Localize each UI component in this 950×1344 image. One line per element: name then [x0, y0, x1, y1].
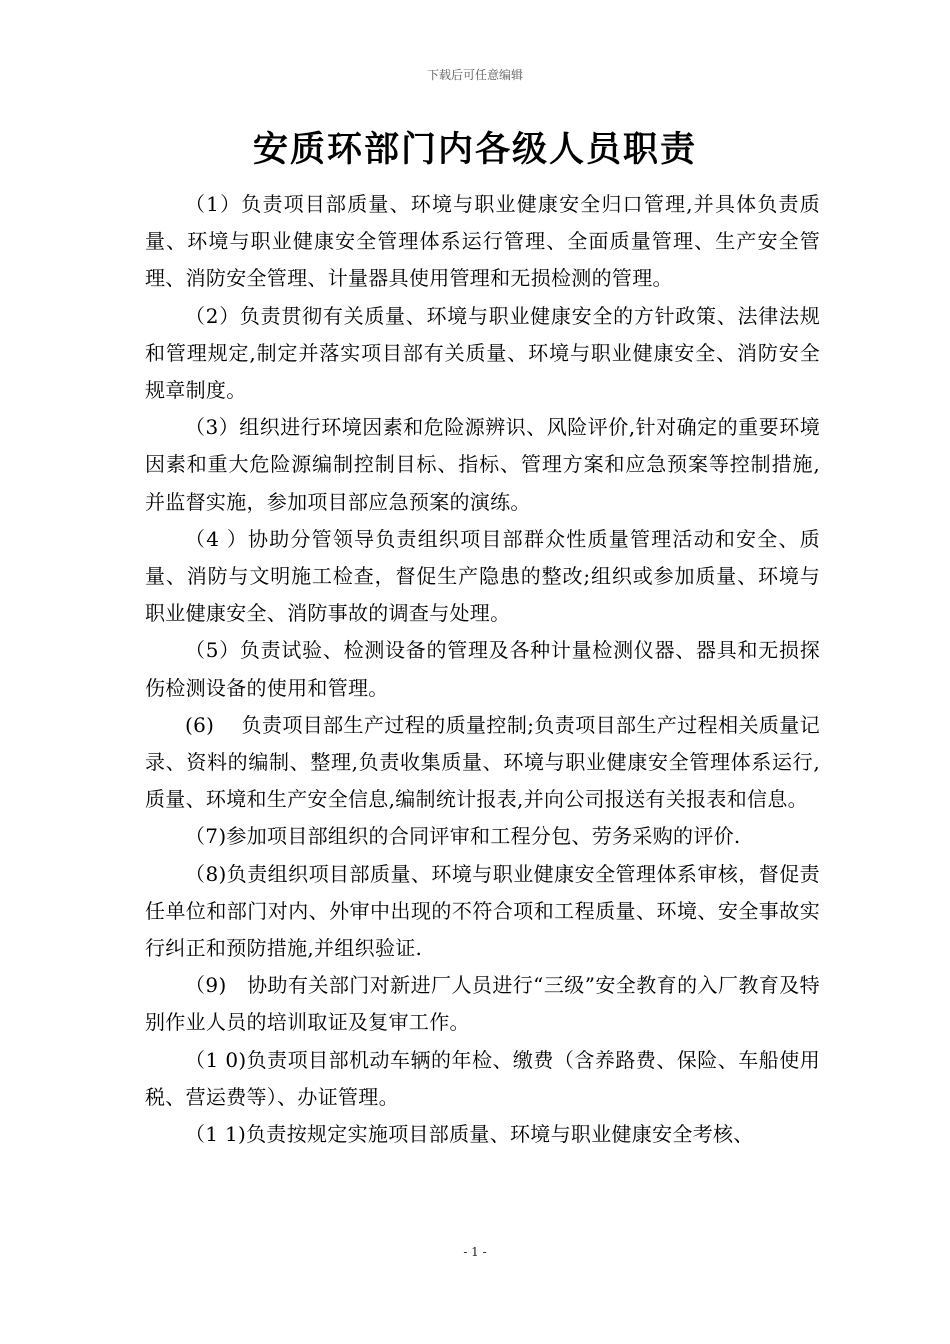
header-note: 下载后可任意编辑: [426, 68, 523, 82]
paragraph-7: （7)参加项目部组织的合同评审和工程分包、劳务采购的评价.: [185, 824, 741, 849]
page-number: - 1 -: [463, 1245, 487, 1259]
paragraph-5: （5）负责试验、检测设备的管理及各种计量检测仪器、器具和无损探伤检测设备的使用和管理。: [145, 638, 820, 700]
paragraph-10: （1 0)负责项目部机动车辆的年检、缴费（含养路费、保险、车船使用税、营运费等）、办证管理。: [145, 1047, 820, 1109]
paragraph-6: (6) 负责项目部生产过程的质量控制;负责项目部生产过程相关质量记录、资料的编制、整理,负责收集质量、环境与职业健康安全管理体系运行,质量、环境和生产安全信息,编制统计报表,并向公司报送有关报表和信息。: [145, 712, 820, 812]
paragraph-1: （1）负责项目部质量、环境与职业健康安全归口管理,并具体负责质量、环境与职业健康安全管理体系运行管理、全面质量管理、生产安全管理、消防安全管理、计量器具使用管理和无损检测的管理。: [145, 192, 820, 291]
paragraph-9: （9) 协助有关部门对新进厂人员进行“三级”安全教育的入厂教育及特别作业人员的培训取证及复审工作。: [145, 973, 820, 1035]
paragraph-8: （8)负责组织项目部质量、环境与职业健康安全管理体系审核，督促责任单位和部门对内、外审中出现的不符合项和工程质量、环境、安全事故实行纠正和预防措施,并组织验证.: [145, 861, 820, 961]
paragraph-11: （1 1)负责按规定实施项目部质量、环境与职业健康安全考核、: [185, 1122, 754, 1147]
paragraph-2: （2）负责贯彻有关质量、环境与职业健康安全的方针政策、法律法规和管理规定,制定并落实项目部有关质量、环境与职业健康安全、消防安全规章制度。: [145, 303, 820, 403]
paragraph-3: （3）组织进行环境因素和危险源辨识、风险评价,针对确定的重要环境因素和重大危险源编制控制目标、指标、管理方案和应急预案等控制措施,并监督实施，参加项目部应急预案的演练。: [145, 415, 820, 514]
document-body: [145, 186, 820, 1153]
document-title: 安质环部门内各级人员职责: [252, 130, 697, 170]
paragraph-4: （4 ）协助分管领导负责组织项目部群众性质量管理活动和安全、质量、消防与文明施工检查，督促生产隐患的整改;组织或参加质量、环境与职业健康安全、消防事故的调查与处理。: [145, 526, 820, 626]
